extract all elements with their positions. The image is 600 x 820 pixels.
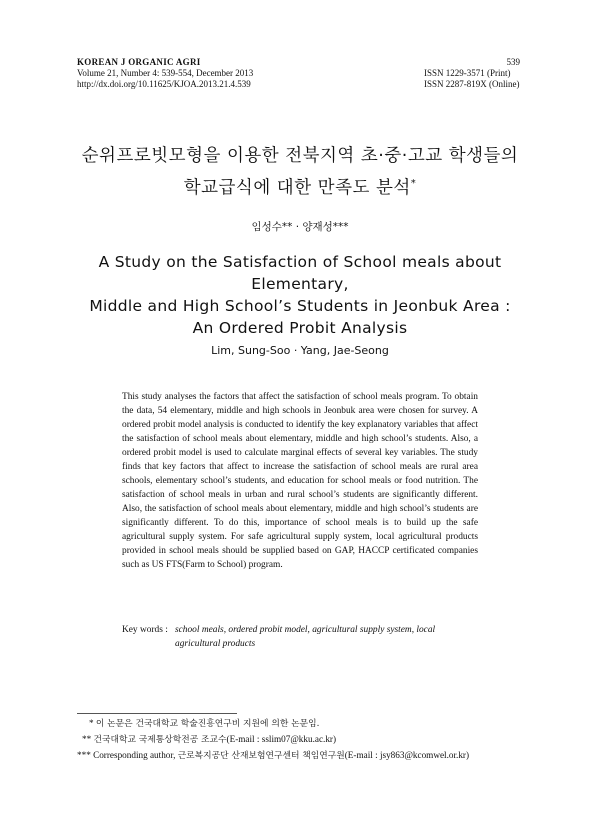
page-number: 539 — [506, 57, 520, 67]
english-title-line3: An Ordered Probit Analysis — [192, 319, 408, 337]
footnote-2-affiliation: 건국대학교 국제통상학전공 조교수 — [93, 735, 227, 745]
footnote-1-text: 이 논문은 건국대학교 학술진흥연구비 지원에 의한 논문임. — [95, 719, 320, 729]
footnotes — [77, 716, 537, 764]
footnote-3-email: (E-mail : jsy863@kcomwel.or.kr) — [344, 750, 470, 760]
issn-print: ISSN 1229-3571 (Print) — [424, 68, 511, 78]
title-footnote-mark: * — [410, 178, 417, 189]
volume-info: Volume 21, Number 4: 539-554, December 2013 — [77, 68, 254, 78]
keywords — [122, 623, 482, 651]
korean-title — [60, 143, 540, 202]
keywords-label: Key words : — [122, 625, 168, 635]
english-title-line2: Middle and High School’s Students in Jeonbuk Area : — [89, 297, 511, 315]
english-authors: Lim, Sung-Soo · Yang, Jae-Seong — [211, 344, 389, 357]
footnote-3-mark: *** — [77, 750, 91, 760]
korean-title-line2-wrap — [60, 170, 540, 202]
issn-block — [424, 57, 520, 90]
korean-title-line2: 학교급식에 대한 만족도 분석 — [183, 177, 411, 198]
footnote-1-mark: * — [89, 718, 94, 728]
issn-online: ISSN 2287-819X (Online) — [424, 79, 520, 89]
english-title — [60, 251, 540, 339]
footnote-3-prefix: Corresponding author, — [93, 750, 176, 760]
journal-name: KOREAN J ORGANIC AGRI — [77, 57, 201, 67]
abstract: This study analyses the factors that affect the satisfaction of school meals program. To obtain the data, 54 elementary, middle and high schools in Jeonbuk area were chosen for survey. A ordered probit model analysis is conducted to identify the key explanatory variables that affect the satisfaction of school meals about elementary, middle and high school’s students. Also, a ordered probit model is used to calculate marginal effects of several key variables. The study finds that key factors that affect to increase the satisfaction of school meals are rural area schools, elementary school’s students, and education for school meals or food nutrition. The satisfaction of school meals in urban and rural school’s students are significantly different. Also, the satisfaction of school meals about elementary, middle and high school’s students are significantly different. To do this, importance of school meals is to build up the safe agricultural supply system. For safe agricultural supply system, local agricultural products provided in school meals should be supplied based on GAP, HACCP certificated companies such as US FTS(Farm to School) program. — [122, 392, 478, 570]
korean-title-line1: 순위프로빗모형을 이용한 전북지역 초·중·고교 학생들의 — [81, 146, 519, 166]
footnote-divider — [77, 713, 237, 714]
keywords-text: school meals, ordered probit model, agricultural supply system, local agricultural products — [175, 625, 436, 649]
footnote-2-mark: ** — [82, 734, 92, 744]
footnote-2-email: (E-mail : sslim07@kku.ac.kr) — [226, 734, 337, 744]
footnote-1 — [77, 716, 537, 732]
footnote-2 — [77, 732, 537, 748]
footnote-3-affiliation: 근로복지공단 산재보험연구센터 책임연구원 — [177, 751, 345, 761]
journal-header — [77, 57, 253, 90]
english-title-line1: A Study on the Satisfaction of School meals about Elementary, — [98, 253, 502, 293]
doi-link[interactable]: http://dx.doi.org/10.11625/KJOA.2013.21.4.539 — [77, 79, 251, 89]
korean-authors: 임성수** · 양재성*** — [251, 221, 349, 233]
footnote-3 — [77, 748, 537, 764]
